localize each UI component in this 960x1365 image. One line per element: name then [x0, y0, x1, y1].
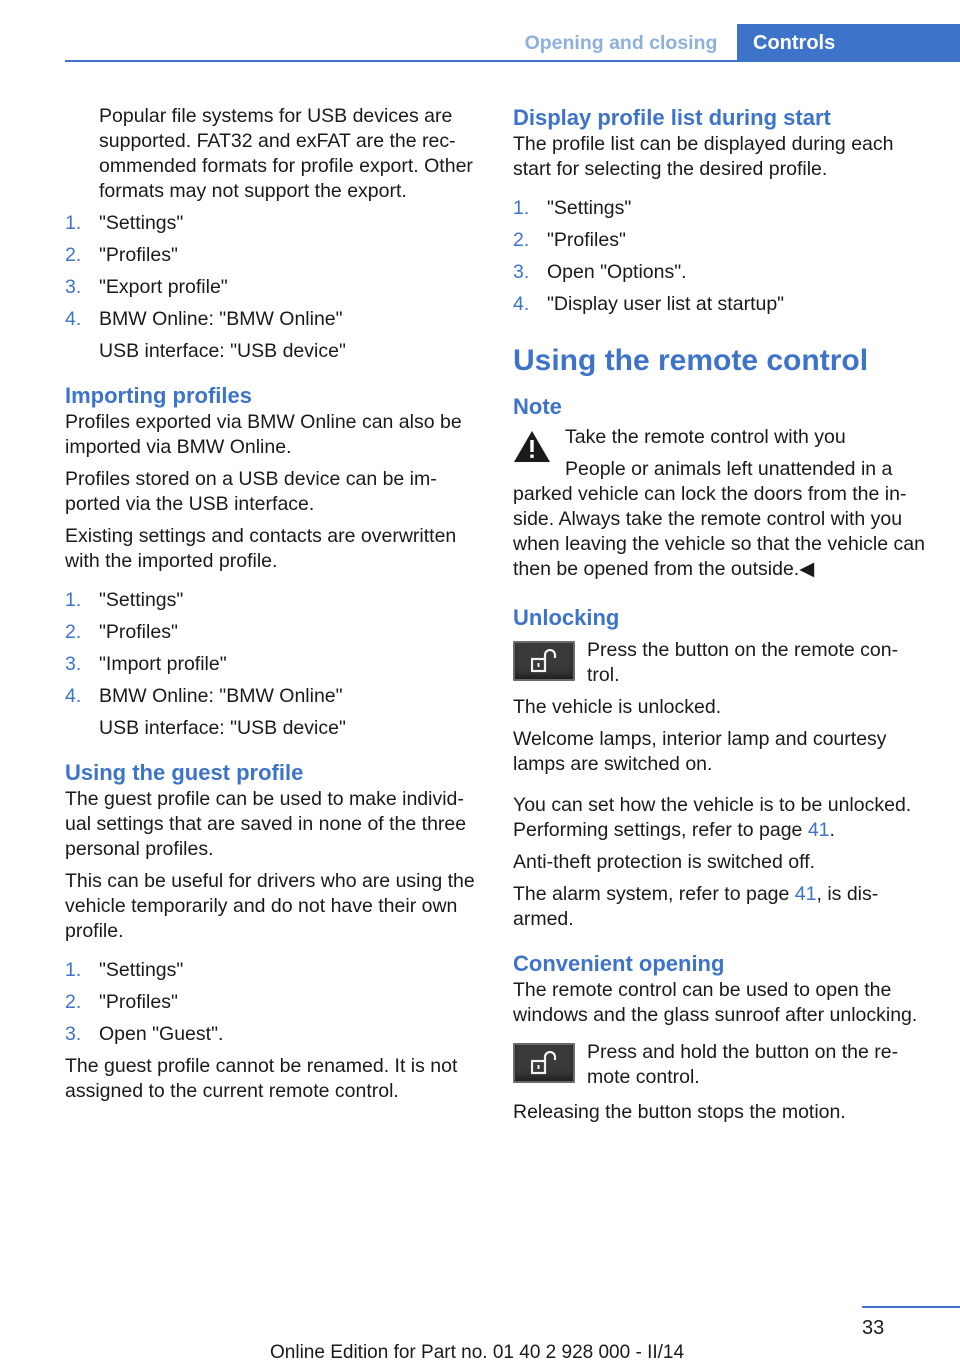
page-reference-link[interactable]: 41: [794, 883, 817, 905]
display-paragraph: The profile list can be displayed during each start for selecting the desired profile.: [513, 133, 894, 180]
unlock-paragraph-4: Anti-theft protection is switched off.: [513, 851, 816, 873]
header-rule: [65, 60, 960, 62]
convenient-paragraph-1: The remote control can be used to open the windows and the glass sunroof after unlocking.: [513, 979, 918, 1026]
list-item: 3. Open "Guest".: [65, 1023, 224, 1045]
note-heading: Note: [513, 394, 562, 419]
list-item: 1. "Settings": [65, 959, 184, 981]
unlock-paragraph-3: You can set how the vehicle is to be unlocked. Performing settings, refer to page 41.: [513, 794, 912, 841]
list-item: 1. "Settings": [513, 197, 632, 219]
import-steps-list: [65, 588, 475, 709]
guest-profile-heading: Using the guest profile: [65, 760, 304, 785]
importing-profiles-heading: Importing profiles: [65, 383, 252, 408]
export-steps-list: [65, 211, 475, 332]
list-item: 4. BMW Online: "BMW Online": [65, 685, 343, 707]
guest-steps-list: [65, 958, 475, 1047]
list-item: 2. "Profiles": [65, 621, 178, 643]
import-paragraph-2: Profiles stored on a USB device can be im-ported via the USB interface.: [65, 468, 437, 515]
footer-rule: [862, 1306, 960, 1308]
convenient-button-text: Press and hold the button on the re-mote control.: [587, 1041, 899, 1088]
list-item: 2. "Profiles": [65, 244, 178, 266]
usb-formats-paragraph: Popular file systems for USB devices are supported. FAT32 and exFAT are the rec-ommended formats for profile export. Other formats may not support the export.: [99, 105, 473, 202]
unlock-paragraph-2: Welcome lamps, interior lamp and courtesy lamps are switched on.: [513, 728, 887, 775]
list-item: 3. "Import profile": [65, 653, 227, 675]
right-column: [513, 104, 928, 1132]
warning-title: Take the remote control with you: [565, 426, 846, 448]
display-profile-list-heading: Display profile list during start: [513, 105, 831, 130]
unlock-button-icon: [513, 1043, 575, 1083]
unlocking-heading: Unlocking: [513, 605, 620, 630]
convenient-button-instruction: [513, 1040, 928, 1090]
footer-edition: Online Edition for Part no. 01 40 2 928 000 - II/14: [270, 1342, 685, 1363]
list-item: 3. "Export profile": [65, 276, 228, 298]
import-step4-usb: USB interface: "USB device": [99, 717, 346, 739]
import-paragraph-1: Profiles exported via BMW Online can also be imported via BMW Online.: [65, 411, 462, 458]
warning-triangle-icon: [513, 429, 551, 463]
guest-paragraph-3: The guest profile cannot be renamed. It is not assigned to the current remote control.: [65, 1055, 458, 1102]
header-chapter-tab: [737, 24, 960, 62]
page-number: 33: [862, 1317, 885, 1339]
convenient-opening-heading: Convenient opening: [513, 951, 725, 976]
page-reference-link[interactable]: 41: [807, 819, 830, 841]
remote-control-heading: Using the remote control: [513, 344, 869, 377]
guest-paragraph-2: This can be useful for drivers who are using the vehicle temporarily and do not have their own profile.: [65, 870, 475, 942]
warning-body: People or animals left unattended in a parked vehicle can lock the doors from the in-side. Always take the remote control with you when leaving the vehicle so that the vehicle can then be opened from the outside.◀: [513, 458, 925, 580]
display-steps-list: [513, 196, 928, 317]
unlock-paragraph-1: The vehicle is unlocked.: [513, 696, 722, 718]
list-item: 4. "Display user list at startup": [513, 293, 785, 315]
header-chapter-label: Controls: [753, 32, 836, 54]
convenient-paragraph-2: Releasing the button stops the motion.: [513, 1101, 846, 1123]
unlock-paragraph-5: The alarm system, refer to page 41, is dis-armed.: [513, 883, 879, 930]
list-item: 2. "Profiles": [513, 229, 626, 251]
list-item: 1. "Settings": [65, 212, 184, 234]
unlock-button-text: Press the button on the remote con-trol.: [587, 639, 899, 686]
header-section-title: Opening and closing: [524, 32, 718, 54]
list-item: 4. BMW Online: "BMW Online": [65, 308, 343, 330]
list-item: 3. Open "Options".: [513, 261, 687, 283]
unlock-button-icon: [513, 641, 575, 681]
guest-paragraph-1: The guest profile can be used to make individ-ual settings that are saved in none of the three personal profiles.: [65, 788, 467, 860]
import-paragraph-3: Existing settings and contacts are overwritten with the imported profile.: [65, 525, 457, 572]
export-step4-usb: USB interface: "USB device": [99, 340, 346, 362]
warning-block: [513, 425, 928, 450]
list-item: 1. "Settings": [65, 589, 184, 611]
left-column: [65, 104, 475, 1111]
list-item: 2. "Profiles": [65, 991, 178, 1013]
unlock-button-instruction: [513, 638, 928, 688]
